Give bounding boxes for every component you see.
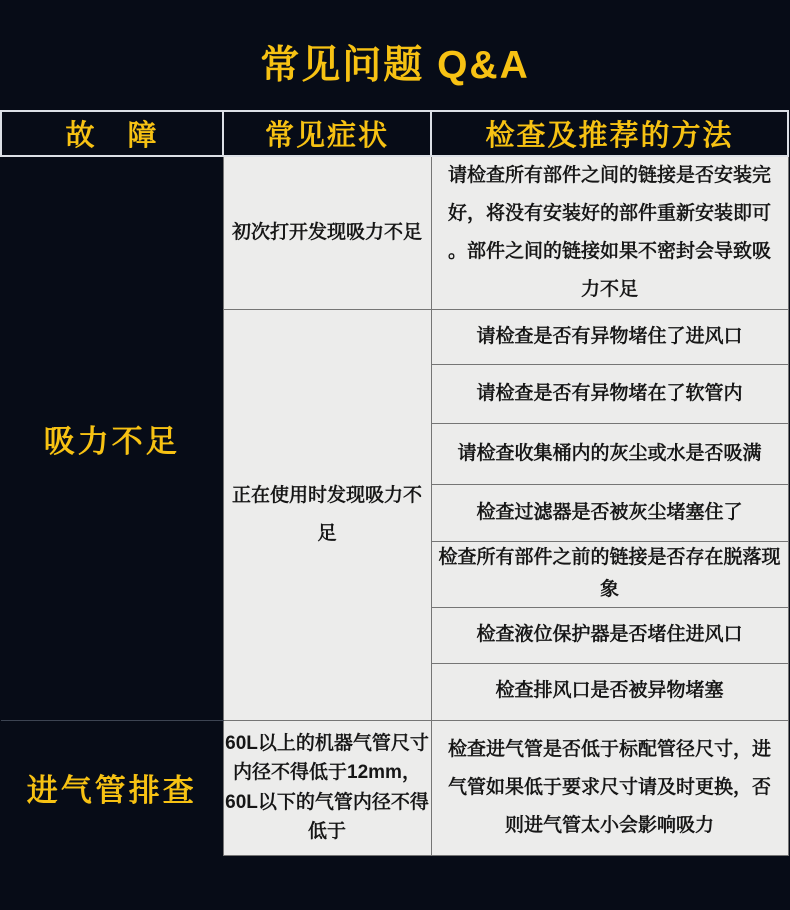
method-cell: 请检查收集桶内的灰尘或水是否吸满 [431,424,788,485]
method-cell: 检查过滤器是否被灰尘堵塞住了 [431,485,788,542]
header-row [1,111,788,156]
table-row [1,156,788,310]
fault-cell-suction-low: 吸力不足 [1,156,223,720]
method-cell: 检查进气管是否低于标配管径尺寸，进气管如果低于要求尺寸请及时更换，否则进气管太小会影响吸力 [431,720,788,855]
method-cell: 请检查是否有异物堵住了进风口 [431,310,788,365]
symptom-cell-pipe-size: 60L以上的机器气管尺寸内径不得低于12mm，60L以下的气管内径不得低于 [223,720,431,855]
fault-cell-intake-pipe: 进气管排查 [26,773,197,809]
header-symptom: 常见症状 [223,111,431,156]
header-fault: 故 障 [1,111,223,156]
symptom-cell-in-use: 正在使用时发现吸力不足 [223,310,431,721]
symptom-cell-first-use: 初次打开发现吸力不足 [223,156,431,310]
method-cell: 检查所有部件之前的链接是否存在脱落现象 [431,542,788,608]
page-title: 常见问题 Q&A [260,44,530,87]
header-method: 检查及推荐的方法 [431,111,788,156]
method-cell: 检查液位保护器是否堵住进风口 [431,607,788,663]
title-bar [0,0,790,110]
table-row [1,720,788,855]
method-cell: 请检查所有部件之间的链接是否安装完好，将没有安装好的部件重新安装即可。部件之间的链接如果不密封会导致吸力不足 [431,156,788,310]
method-cell: 请检查是否有异物堵在了软管内 [431,365,788,424]
qa-table [0,110,789,856]
method-cell: 检查排风口是否被异物堵塞 [431,663,788,720]
